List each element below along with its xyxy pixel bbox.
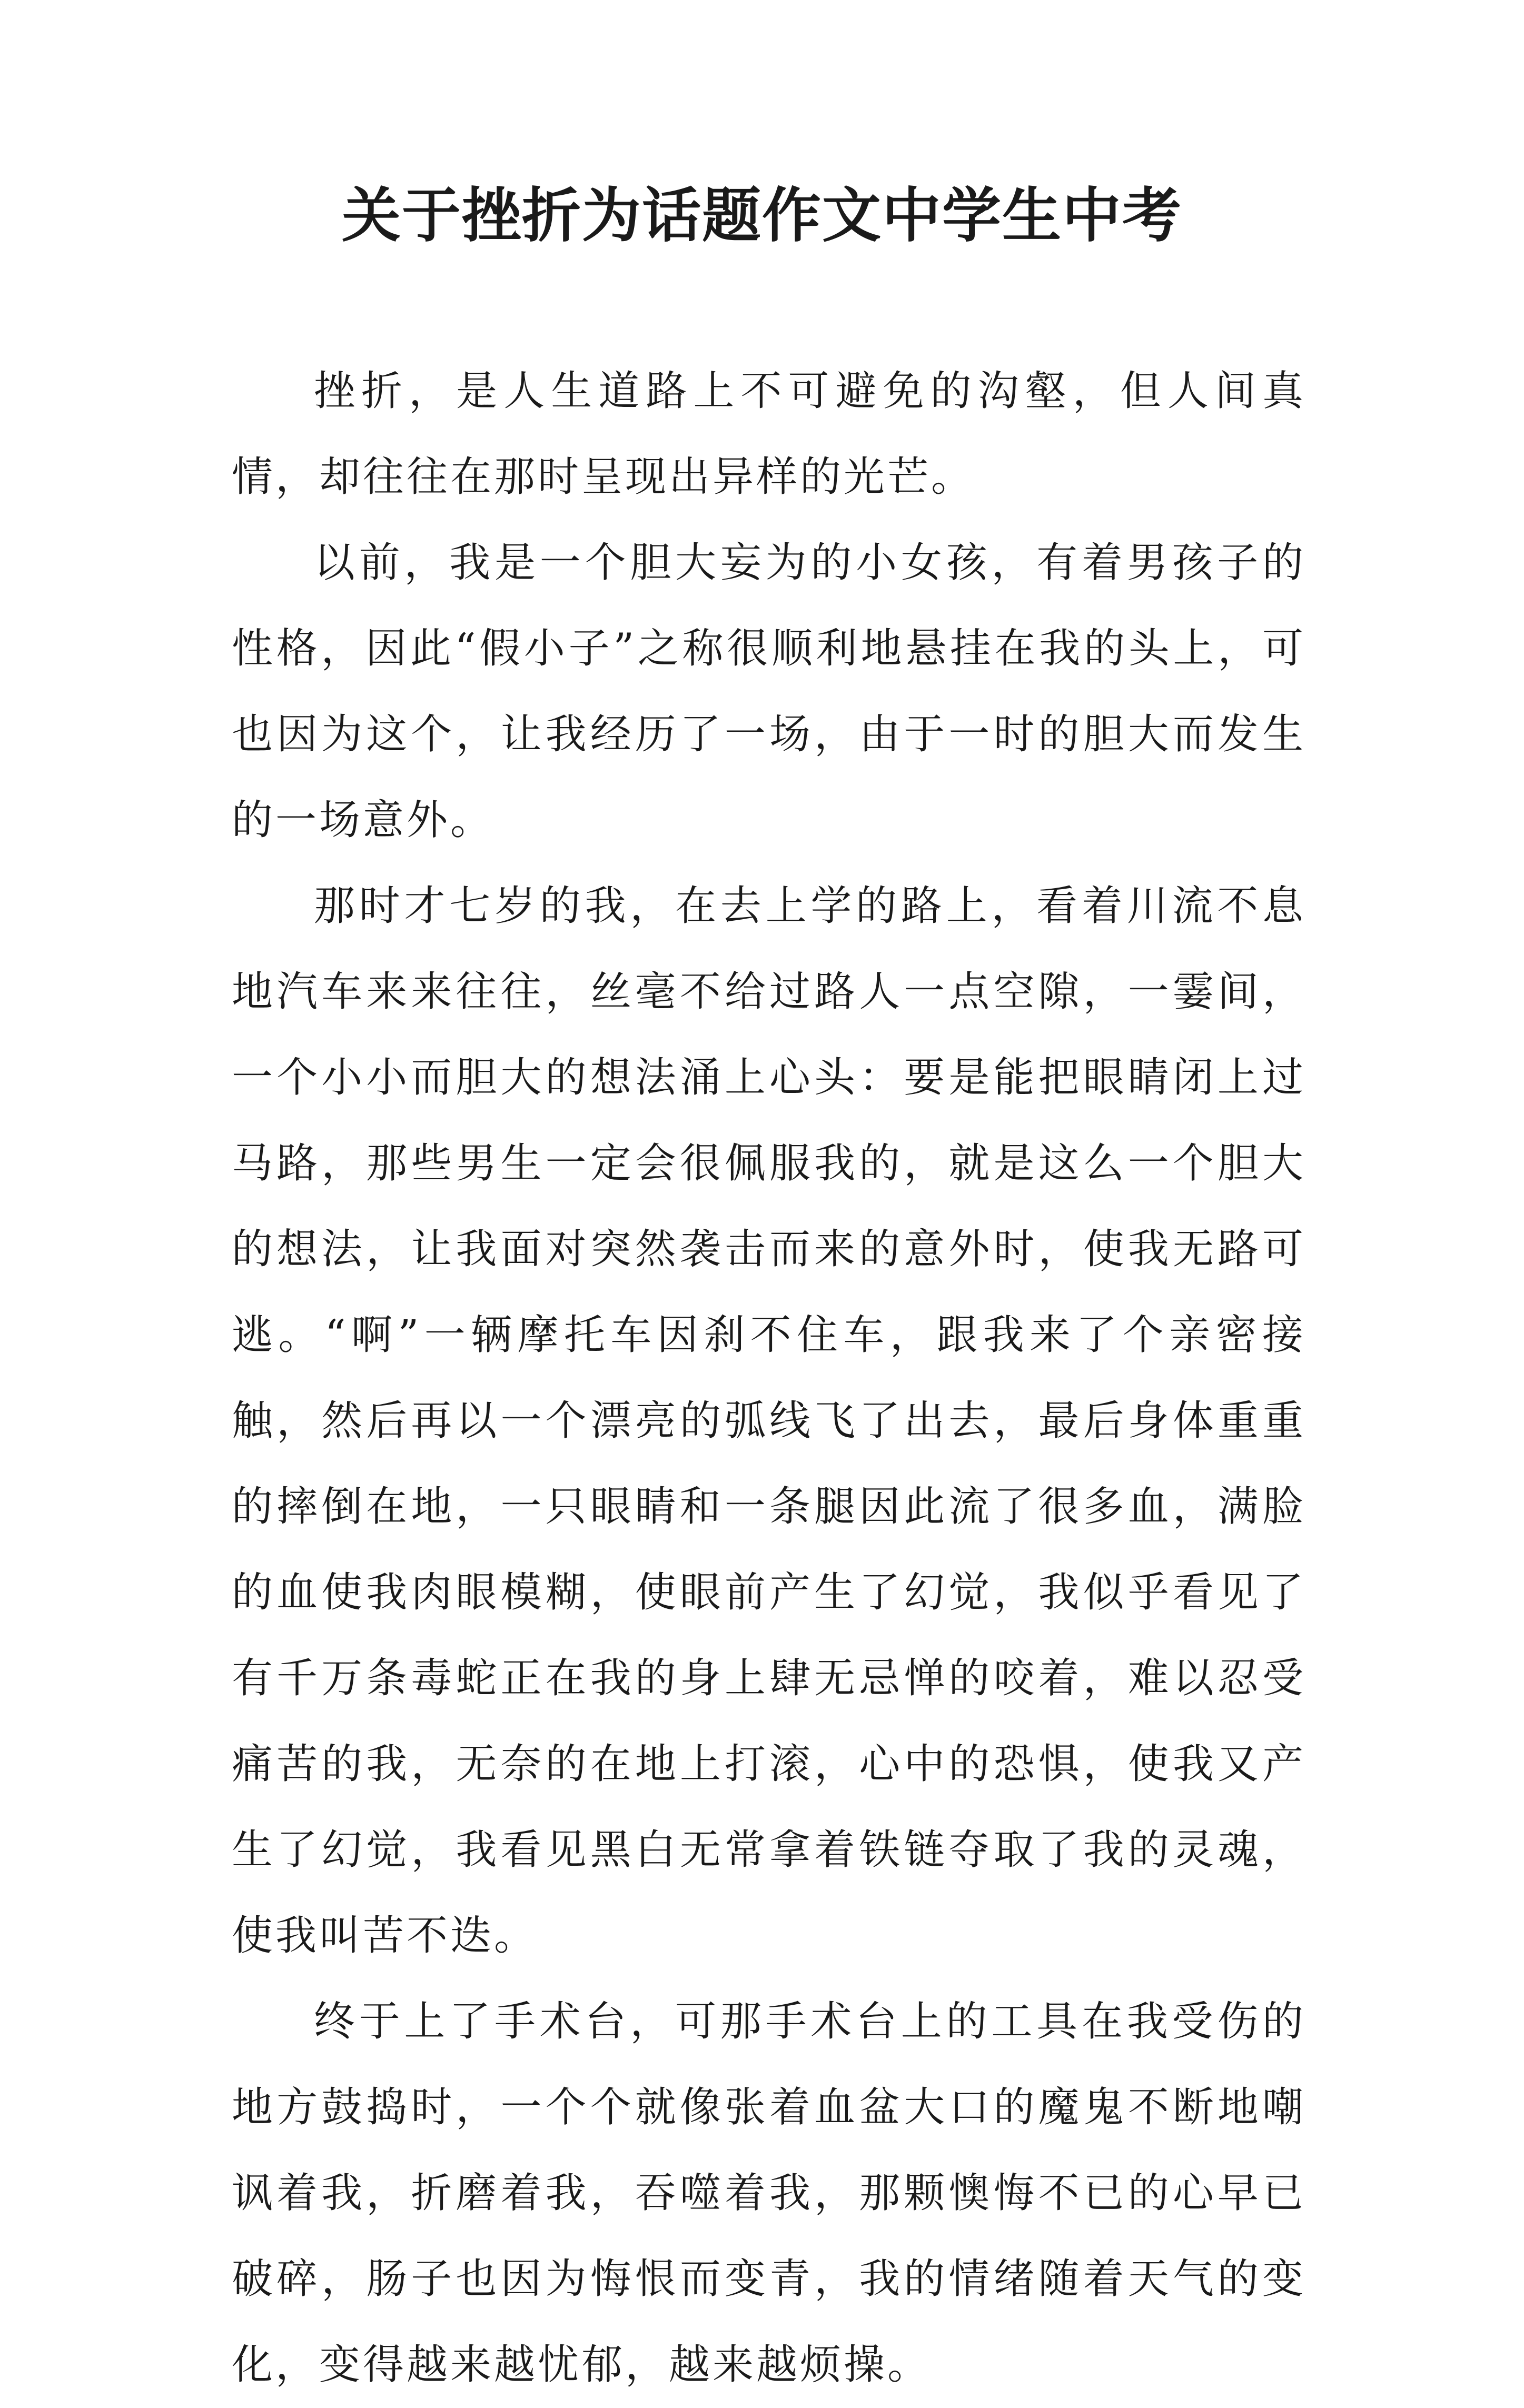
- document-title: 关于挫折为话题作文中学生中考: [342, 181, 1182, 250]
- paragraph-4: 终于上了手术台，可那手术台上的工具在我受伤的地方鼓捣时，一个个就像张着血盆大口的魔鬼不断地嘲讽着我，折磨着我，吞噬着我，那颗懊悔不已的心早已破碎，肠子也因为悔恨而变青，我的情绪随着天气的变化，变得越来越忧郁，越来越烦操。: [232, 1998, 1306, 2389]
- paragraph-3: 那时才七岁的我，在去上学的路上，看着川流不息地汽车来来往往，丝毫不给过路人一点空隙，一霎间，一个小小而胆大的想法涌上心头：要是能把眼睛闭上过马路，那些男生一定会很佩服我的，就是这么一个胆大的想法，让我面对突然袭击而来的意外时，使我无路可逃。“啊”一辆摩托车因刹不住车，跟我来了个亲密接触，然后再以一个漂亮的弧线飞了出去，最后身体重重的摔倒在地，一只眼睛和一条腿因此流了很多血，满脸的血使我肉眼模糊，使眼前产生了幻觉，我似乎看见了有千万条毒蛇正在我的身上肆无忌惮的咬着，难以忍受痛苦的我，无奈的在地上打滚，心中的恐惧，使我又产生了幻觉，我看见黑白无常拿着铁链夺取了我的灵魂，使我叫苦不迭。: [232, 882, 1306, 1959]
- paragraph-1: 挫折，是人生道路上不可避免的沟壑，但人间真情，却往往在那时呈现出异样的光芒。: [232, 367, 1306, 501]
- paragraph-2: 以前，我是一个胆大妄为的小女孩，有着男孩子的性格，因此“假小子”之称很顺利地悬挂在我的头上，可也因为这个，让我经历了一场，由于一时的胆大而发生的一场意外。: [232, 539, 1306, 844]
- document-body: [232, 349, 1306, 2408]
